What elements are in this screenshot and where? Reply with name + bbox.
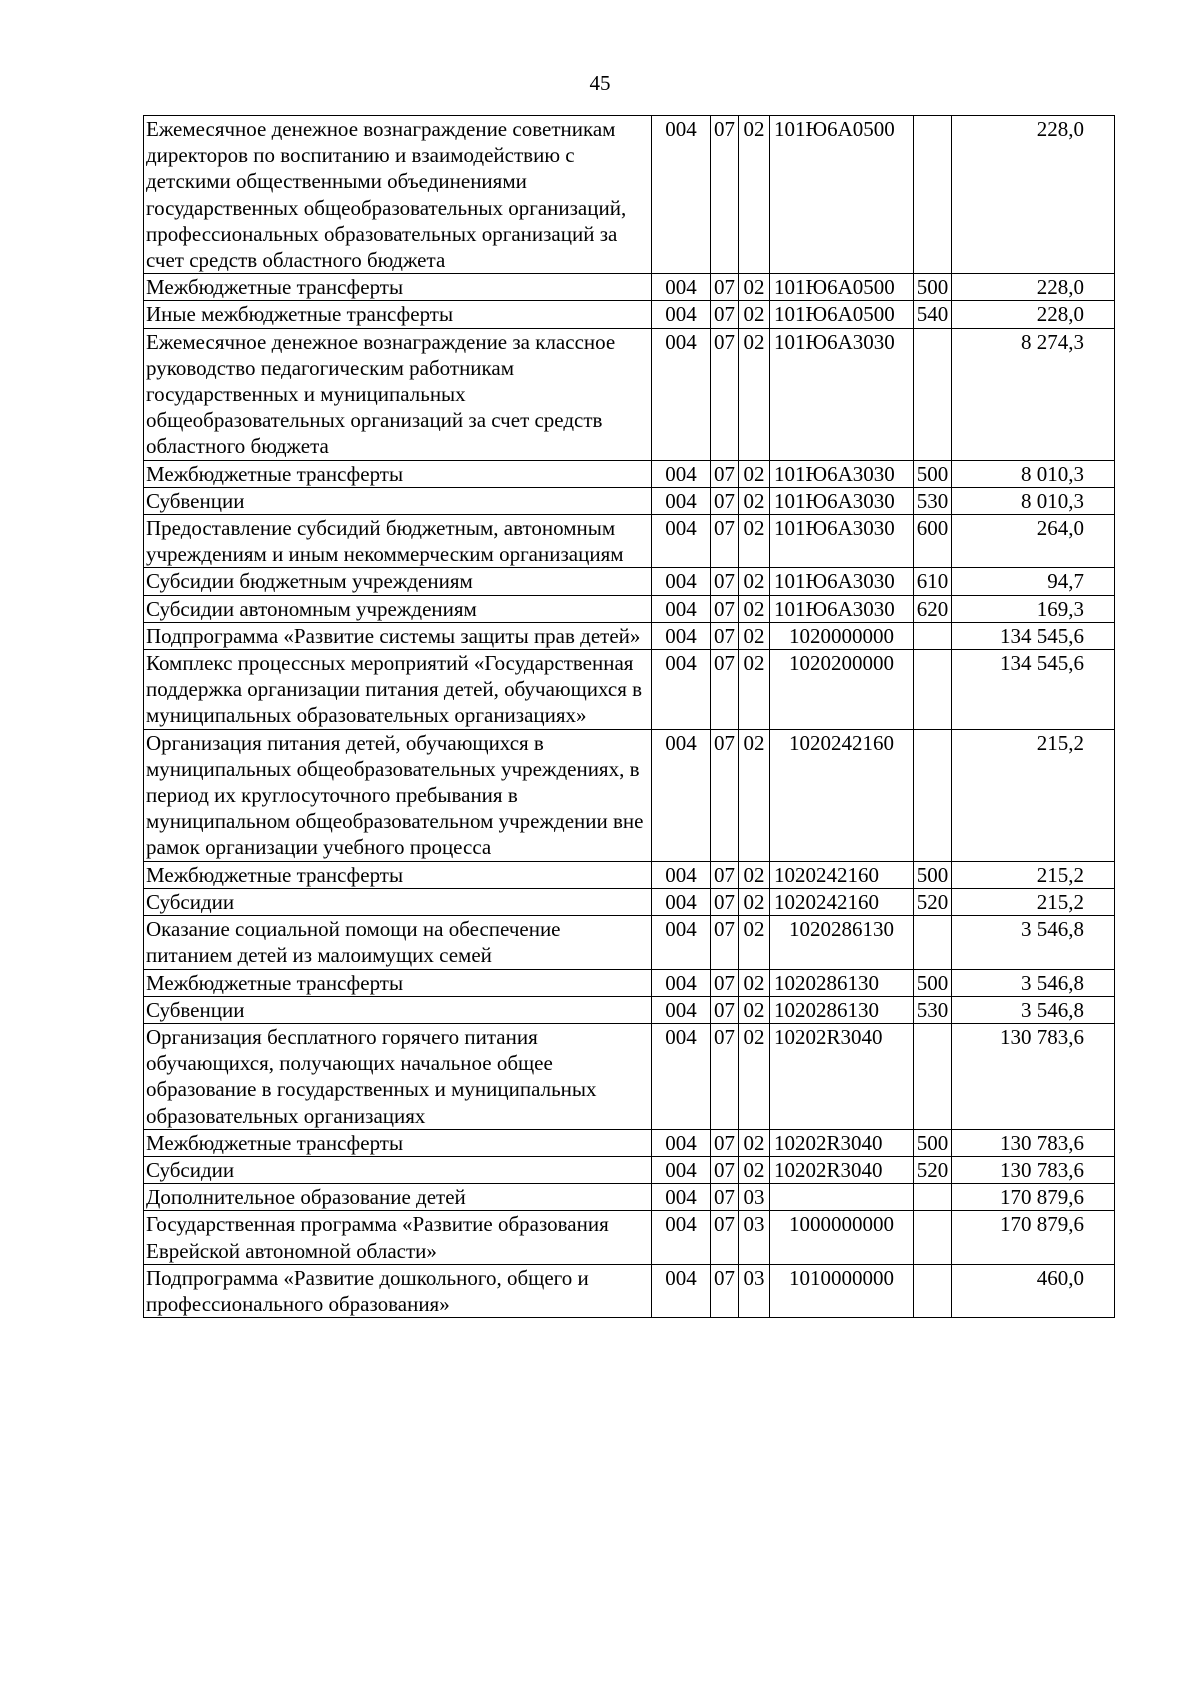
row-target-article: 101Ю6А3030 — [770, 515, 914, 568]
row-name: Субсидии автономным учреждениям — [144, 595, 652, 622]
row-target-article: 1020242160 — [770, 729, 914, 861]
row-subsection-code: 02 — [739, 1129, 770, 1156]
table-row — [144, 916, 1115, 969]
row-section-code: 07 — [711, 301, 739, 328]
row-grbs-code: 004 — [652, 1211, 711, 1264]
row-section-code: 07 — [711, 622, 739, 649]
row-name: Субвенции — [144, 487, 652, 514]
row-section-code: 07 — [711, 888, 739, 915]
row-target-article: 101Ю6А3030 — [770, 328, 914, 460]
budget-table — [143, 115, 1115, 1318]
row-amount: 8 010,3 — [952, 460, 1115, 487]
row-grbs-code: 004 — [652, 460, 711, 487]
row-subsection-code: 02 — [739, 328, 770, 460]
row-target-article: 101Ю6А0500 — [770, 301, 914, 328]
row-expense-type — [914, 650, 952, 730]
row-expense-type: 520 — [914, 888, 952, 915]
row-grbs-code: 004 — [652, 888, 711, 915]
row-grbs-code: 004 — [652, 650, 711, 730]
row-amount: 3 546,8 — [952, 996, 1115, 1023]
row-grbs-code: 004 — [652, 1184, 711, 1211]
row-amount: 130 783,6 — [952, 1023, 1115, 1129]
row-section-code: 07 — [711, 487, 739, 514]
row-name: Дополнительное образование детей — [144, 1184, 652, 1211]
row-amount: 3 546,8 — [952, 916, 1115, 969]
table-row — [144, 1129, 1115, 1156]
row-grbs-code: 004 — [652, 969, 711, 996]
row-amount: 215,2 — [952, 888, 1115, 915]
row-name: Комплекс процессных мероприятий «Государственная поддержка организации питания детей, обучающихся в муниципальных образовательных организациях» — [144, 650, 652, 730]
row-target-article: 1020242160 — [770, 861, 914, 888]
row-grbs-code: 004 — [652, 996, 711, 1023]
table-row — [144, 622, 1115, 649]
row-expense-type: 500 — [914, 861, 952, 888]
row-target-article: 1020200000 — [770, 650, 914, 730]
row-section-code: 07 — [711, 274, 739, 301]
row-subsection-code: 03 — [739, 1211, 770, 1264]
table-row — [144, 460, 1115, 487]
row-target-article: 1020286130 — [770, 916, 914, 969]
table-row — [144, 328, 1115, 460]
row-target-article: 101Ю6А3030 — [770, 460, 914, 487]
table-row — [144, 568, 1115, 595]
row-subsection-code: 03 — [739, 1184, 770, 1211]
row-section-code: 07 — [711, 861, 739, 888]
row-name: Ежемесячное денежное вознаграждение советникам директоров по воспитанию и взаимодействию с детскими общественными объединениями государственных общеобразовательных организаций, профессиональных образовательных организаций за счет средств областного бюджета — [144, 116, 652, 274]
row-subsection-code: 02 — [739, 595, 770, 622]
row-expense-type: 600 — [914, 515, 952, 568]
row-subsection-code: 02 — [739, 861, 770, 888]
row-expense-type: 520 — [914, 1156, 952, 1183]
row-amount: 8 274,3 — [952, 328, 1115, 460]
row-section-code: 07 — [711, 568, 739, 595]
row-amount: 228,0 — [952, 274, 1115, 301]
row-expense-type: 530 — [914, 996, 952, 1023]
row-expense-type: 500 — [914, 1129, 952, 1156]
row-target-article: 101Ю6А0500 — [770, 116, 914, 274]
row-name: Организация бесплатного горячего питания обучающихся, получающих начальное общее образование в государственных и муниципальных образовательных организациях — [144, 1023, 652, 1129]
row-name: Субсидии — [144, 888, 652, 915]
row-name: Иные межбюджетные трансферты — [144, 301, 652, 328]
row-section-code: 07 — [711, 460, 739, 487]
row-expense-type: 610 — [914, 568, 952, 595]
row-section-code: 07 — [711, 328, 739, 460]
row-section-code: 07 — [711, 515, 739, 568]
row-section-code: 07 — [711, 1211, 739, 1264]
row-grbs-code: 004 — [652, 487, 711, 514]
row-grbs-code: 004 — [652, 622, 711, 649]
row-target-article: 101Ю6А3030 — [770, 487, 914, 514]
row-subsection-code: 02 — [739, 460, 770, 487]
row-amount: 130 783,6 — [952, 1129, 1115, 1156]
row-subsection-code: 02 — [739, 116, 770, 274]
row-amount: 3 546,8 — [952, 969, 1115, 996]
row-grbs-code: 004 — [652, 729, 711, 861]
row-subsection-code: 02 — [739, 568, 770, 595]
table-row — [144, 1023, 1115, 1129]
row-expense-type: 500 — [914, 460, 952, 487]
row-amount: 228,0 — [952, 116, 1115, 274]
page-number: 45 — [589, 71, 611, 95]
row-expense-type — [914, 1211, 952, 1264]
row-grbs-code: 004 — [652, 1156, 711, 1183]
row-expense-type — [914, 729, 952, 861]
row-subsection-code: 02 — [739, 487, 770, 514]
row-grbs-code: 004 — [652, 916, 711, 969]
row-grbs-code: 004 — [652, 1264, 711, 1317]
row-expense-type — [914, 1184, 952, 1211]
row-amount: 215,2 — [952, 729, 1115, 861]
table-row — [144, 861, 1115, 888]
row-section-code: 07 — [711, 729, 739, 861]
table-row — [144, 1211, 1115, 1264]
row-amount: 134 545,6 — [952, 650, 1115, 730]
row-name: Субвенции — [144, 996, 652, 1023]
row-subsection-code: 02 — [739, 729, 770, 861]
row-expense-type: 500 — [914, 274, 952, 301]
row-subsection-code: 02 — [739, 916, 770, 969]
row-grbs-code: 004 — [652, 328, 711, 460]
row-expense-type: 540 — [914, 301, 952, 328]
row-section-code: 07 — [711, 1023, 739, 1129]
row-amount: 8 010,3 — [952, 487, 1115, 514]
row-subsection-code: 02 — [739, 301, 770, 328]
row-name: Субсидии — [144, 1156, 652, 1183]
row-name: Межбюджетные трансферты — [144, 460, 652, 487]
row-section-code: 07 — [711, 116, 739, 274]
row-target-article: 10202R3040 — [770, 1129, 914, 1156]
row-subsection-code: 02 — [739, 274, 770, 301]
row-subsection-code: 02 — [739, 515, 770, 568]
row-expense-type — [914, 116, 952, 274]
row-target-article: 1020242160 — [770, 888, 914, 915]
budget-table-body — [144, 116, 1115, 1318]
row-target-article: 1020000000 — [770, 622, 914, 649]
row-amount: 134 545,6 — [952, 622, 1115, 649]
row-name: Оказание социальной помощи на обеспечение питанием детей из малоимущих семей — [144, 916, 652, 969]
row-amount: 169,3 — [952, 595, 1115, 622]
row-target-article: 1020286130 — [770, 969, 914, 996]
row-grbs-code: 004 — [652, 568, 711, 595]
row-expense-type: 620 — [914, 595, 952, 622]
row-target-article: 101Ю6А3030 — [770, 568, 914, 595]
table-row — [144, 650, 1115, 730]
table-row — [144, 595, 1115, 622]
row-grbs-code: 004 — [652, 1129, 711, 1156]
row-expense-type — [914, 1264, 952, 1317]
row-name: Государственная программа «Развитие образования Еврейской автономной области» — [144, 1211, 652, 1264]
table-row — [144, 888, 1115, 915]
row-expense-type — [914, 916, 952, 969]
row-subsection-code: 02 — [739, 996, 770, 1023]
row-name: Межбюджетные трансферты — [144, 969, 652, 996]
row-subsection-code: 02 — [739, 1023, 770, 1129]
row-section-code: 07 — [711, 1184, 739, 1211]
row-subsection-code: 02 — [739, 1156, 770, 1183]
row-target-article: 101Ю6А0500 — [770, 274, 914, 301]
row-name: Межбюджетные трансферты — [144, 861, 652, 888]
row-amount: 228,0 — [952, 301, 1115, 328]
row-section-code: 07 — [711, 1264, 739, 1317]
row-amount: 94,7 — [952, 568, 1115, 595]
table-row — [144, 1184, 1115, 1211]
row-name: Предоставление субсидий бюджетным, автономным учреждениям и иным некоммерческим организациям — [144, 515, 652, 568]
row-target-article: 1010000000 — [770, 1264, 914, 1317]
row-name: Межбюджетные трансферты — [144, 274, 652, 301]
row-expense-type: 530 — [914, 487, 952, 514]
row-subsection-code: 02 — [739, 969, 770, 996]
row-section-code: 07 — [711, 916, 739, 969]
row-target-article: 1020286130 — [770, 996, 914, 1023]
row-grbs-code: 004 — [652, 274, 711, 301]
row-section-code: 07 — [711, 595, 739, 622]
row-name: Подпрограмма «Развитие системы защиты прав детей» — [144, 622, 652, 649]
table-row — [144, 1264, 1115, 1317]
row-grbs-code: 004 — [652, 515, 711, 568]
row-target-article: 10202R3040 — [770, 1156, 914, 1183]
row-name: Ежемесячное денежное вознаграждение за классное руководство педагогическим работникам государственных и муниципальных общеобразовательных организаций за счет средств областного бюджета — [144, 328, 652, 460]
row-amount: 460,0 — [952, 1264, 1115, 1317]
row-target-article: 1000000000 — [770, 1211, 914, 1264]
table-row — [144, 116, 1115, 274]
row-grbs-code: 004 — [652, 1023, 711, 1129]
table-row — [144, 301, 1115, 328]
row-name: Организация питания детей, обучающихся в муниципальных общеобразовательных учреждениях, в период их круглосуточного пребывания в муниципальном общеобразовательном учреждении вне рамок организации учебного процесса — [144, 729, 652, 861]
row-target-article: 10202R3040 — [770, 1023, 914, 1129]
table-row — [144, 515, 1115, 568]
row-name: Межбюджетные трансферты — [144, 1129, 652, 1156]
row-amount: 215,2 — [952, 861, 1115, 888]
row-subsection-code: 02 — [739, 622, 770, 649]
row-grbs-code: 004 — [652, 116, 711, 274]
row-expense-type — [914, 328, 952, 460]
table-row — [144, 487, 1115, 514]
table-row — [144, 969, 1115, 996]
row-amount: 170 879,6 — [952, 1184, 1115, 1211]
row-grbs-code: 004 — [652, 301, 711, 328]
row-section-code: 07 — [711, 650, 739, 730]
row-section-code: 07 — [711, 996, 739, 1023]
row-amount: 130 783,6 — [952, 1156, 1115, 1183]
row-target-article — [770, 1184, 914, 1211]
row-section-code: 07 — [711, 1129, 739, 1156]
row-section-code: 07 — [711, 969, 739, 996]
table-row — [144, 1156, 1115, 1183]
row-expense-type: 500 — [914, 969, 952, 996]
row-expense-type — [914, 1023, 952, 1129]
row-subsection-code: 02 — [739, 888, 770, 915]
row-subsection-code: 02 — [739, 650, 770, 730]
row-subsection-code: 03 — [739, 1264, 770, 1317]
row-name: Подпрограмма «Развитие дошкольного, общего и профессионального образования» — [144, 1264, 652, 1317]
table-row — [144, 274, 1115, 301]
row-grbs-code: 004 — [652, 595, 711, 622]
table-row — [144, 729, 1115, 861]
row-amount: 170 879,6 — [952, 1211, 1115, 1264]
row-section-code: 07 — [711, 1156, 739, 1183]
row-grbs-code: 004 — [652, 861, 711, 888]
row-name: Субсидии бюджетным учреждениям — [144, 568, 652, 595]
row-amount: 264,0 — [952, 515, 1115, 568]
row-expense-type — [914, 622, 952, 649]
table-row — [144, 996, 1115, 1023]
row-target-article: 101Ю6А3030 — [770, 595, 914, 622]
